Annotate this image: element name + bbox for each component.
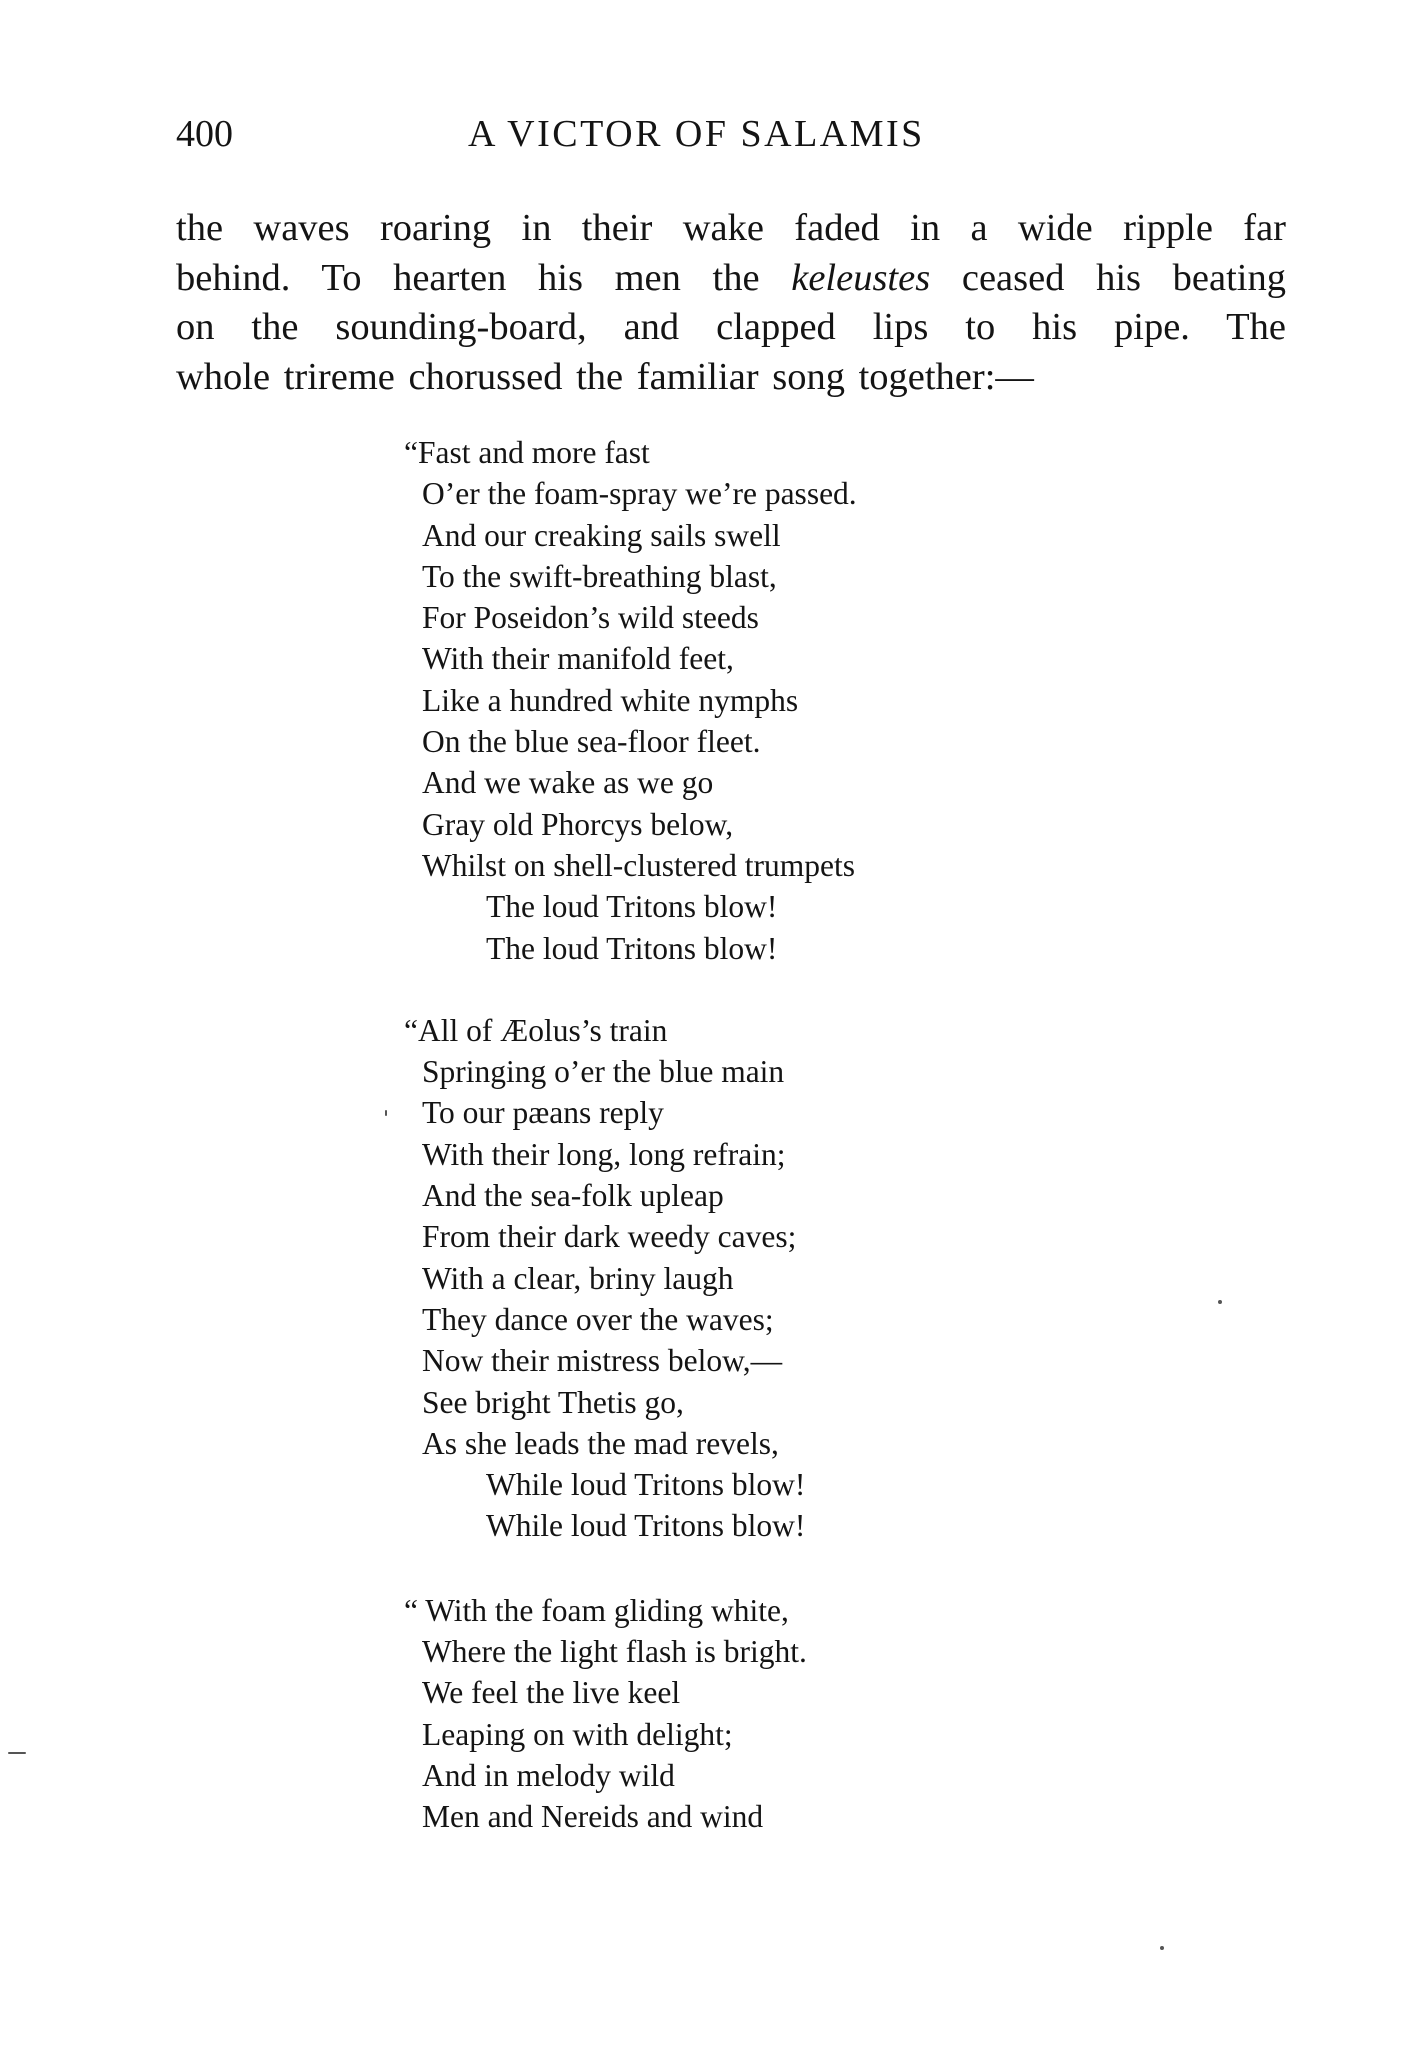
verse-line: With their long, long refrain;: [422, 1136, 786, 1172]
verse-line: Leaping on with delight;: [422, 1716, 733, 1752]
verse-line: Like a hundred white nymphs: [422, 682, 799, 718]
verse-line: As she leads the mad revels,: [422, 1425, 779, 1461]
verse-line: “All of Æolus’s train: [404, 1012, 668, 1048]
prose-line: the waves roaring in their wake faded in a wide ripple far: [176, 207, 1286, 249]
italic-term: keleustes: [791, 256, 931, 299]
verse-line: Now their mistress below,—: [422, 1343, 783, 1379]
refrain-line: While loud Tritons blow!: [486, 1508, 806, 1544]
poem: [404, 432, 857, 1838]
prose-paragraph: [176, 204, 1286, 402]
verse-line: On the blue sea-floor fleet.: [422, 724, 761, 760]
verse-line: O’er the foam-spray we’re passed.: [422, 476, 857, 512]
refrain-line: The loud Tritons blow!: [486, 930, 778, 966]
prose-line: whole trireme chorussed the familiar song together:—: [176, 355, 1034, 398]
verse-line: We feel the live keel: [422, 1675, 681, 1711]
stanza-gap: [422, 1547, 857, 1590]
prose-line: on the sounding-board, and clapped lips to his pipe. The: [176, 306, 1286, 348]
verse-line: Men and Nereids and wind: [422, 1799, 764, 1835]
stanza-2: [404, 1010, 857, 1547]
verse-line: To the swift-breathing blast,: [422, 558, 777, 594]
scan-speck: [385, 1110, 387, 1116]
verse-line: And we wake as we go: [422, 765, 714, 801]
verse-line: See bright Thetis go,: [422, 1384, 684, 1420]
verse-line: “Fast and more fast: [404, 435, 650, 470]
stanza-1: [404, 432, 857, 969]
prose-line: behind. To hearten his men the keleustes ceased his beating: [176, 256, 1286, 299]
verse-line: For Poseidon’s wild steeds: [422, 600, 759, 636]
stanza-gap: [422, 969, 857, 1010]
verse-line: And our creaking sails swell: [422, 517, 781, 553]
verse-line: Gray old Phorcys below,: [422, 806, 734, 842]
refrain-line: The loud Tritons blow!: [486, 889, 778, 925]
verse-line: “ With the foam gliding white,: [404, 1592, 789, 1628]
scan-speck: [1218, 1300, 1222, 1304]
page-header: [176, 112, 1286, 162]
verse-line: And in melody wild: [422, 1757, 675, 1793]
page-number: 400: [176, 113, 233, 155]
verse-line: With a clear, briny laugh: [422, 1260, 734, 1296]
verse-line: Where the light flash is bright.: [422, 1634, 807, 1670]
verse-line: With their manifold feet,: [422, 641, 734, 677]
verse-line: They dance over the waves;: [422, 1301, 774, 1337]
verse-line: From their dark weedy caves;: [422, 1219, 797, 1255]
refrain-line: While loud Tritons blow!: [486, 1467, 806, 1503]
stanza-3: [404, 1590, 857, 1838]
running-title: A VICTOR OF SALAMIS: [468, 113, 925, 155]
verse-line: To our pæans reply: [422, 1095, 664, 1131]
verse-line: Whilst on shell-clustered trumpets: [422, 847, 856, 883]
scan-speck: [8, 1752, 26, 1754]
verse-line: And the sea-folk upleap: [422, 1178, 724, 1214]
verse-line: Springing o’er the blue main: [422, 1054, 785, 1090]
scan-speck: [1160, 1946, 1164, 1950]
